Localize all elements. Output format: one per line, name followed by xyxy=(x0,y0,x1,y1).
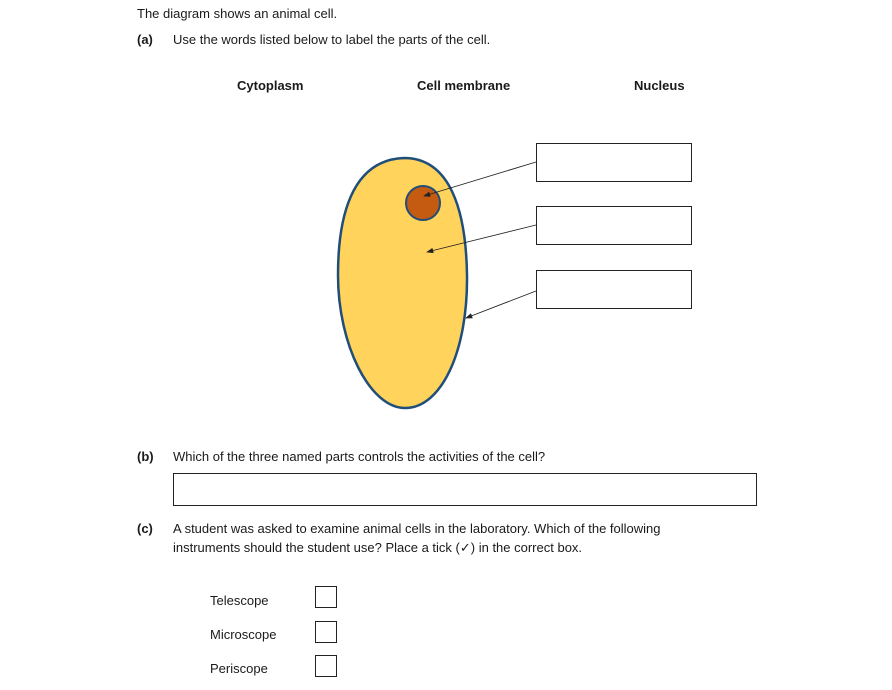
part-c-marker: (c) xyxy=(137,521,153,536)
part-a-instruction: Use the words listed below to label the parts of the cell. xyxy=(173,32,491,47)
part-c-question-line2: instruments should the student use? Place a tick (✓) in the correct box. xyxy=(173,540,583,555)
part-b-question: Which of the three named parts controls the activities of the cell? xyxy=(173,449,546,464)
part-b-marker: (b) xyxy=(137,449,154,464)
part-b-answer-box[interactable] xyxy=(173,473,757,506)
part-a-marker: (a) xyxy=(137,32,153,47)
option-periscope-label: Periscope xyxy=(210,661,268,676)
option-telescope-tickbox[interactable] xyxy=(315,586,337,608)
word-nucleus: Nucleus xyxy=(634,78,685,93)
word-cytoplasm: Cytoplasm xyxy=(237,78,304,93)
label-box-2[interactable] xyxy=(536,206,692,245)
option-telescope-label: Telescope xyxy=(210,593,269,608)
word-cell-membrane: Cell membrane xyxy=(417,78,511,93)
cell-membrane-shape xyxy=(338,158,467,408)
label-box-1[interactable] xyxy=(536,143,692,182)
intro-text: The diagram shows an animal cell. xyxy=(137,6,338,21)
pointer-line-membrane xyxy=(466,291,536,318)
option-microscope-tickbox[interactable] xyxy=(315,621,337,643)
nucleus-shape xyxy=(406,186,440,220)
option-periscope-tickbox[interactable] xyxy=(315,655,337,677)
part-c-question-line1: A student was asked to examine animal cells in the laboratory. Which of the following xyxy=(173,521,661,536)
option-microscope-label: Microscope xyxy=(210,627,277,642)
label-box-3[interactable] xyxy=(536,270,692,309)
